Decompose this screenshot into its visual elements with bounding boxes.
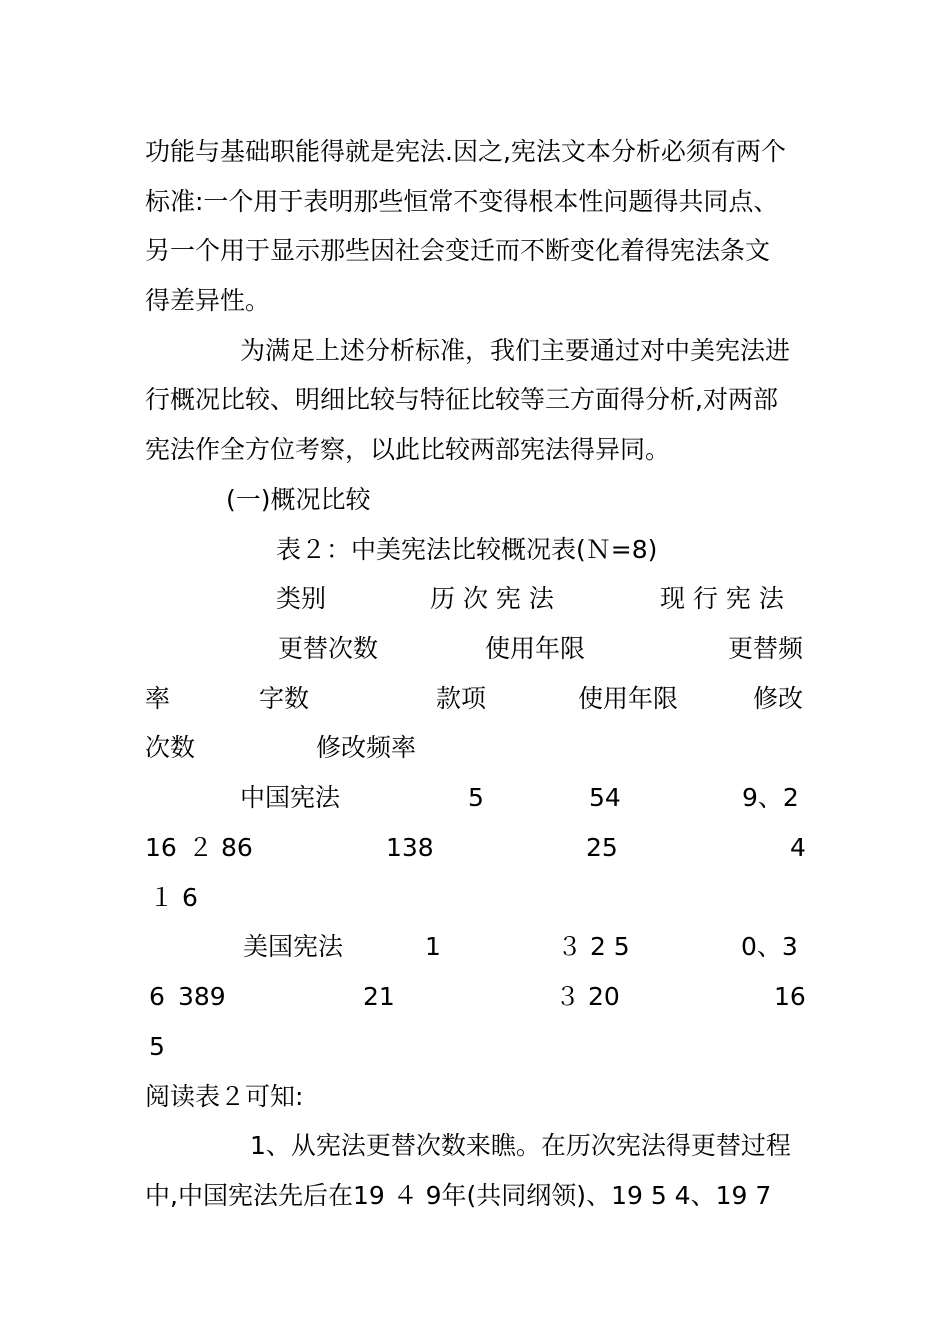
section-heading: (一)概况比较 (226, 485, 371, 514)
row-usa-articles: 21 (363, 982, 395, 1011)
paragraph-1-line-4: 得差异性。 (145, 286, 271, 315)
row-china-freq-cont: 16 (145, 833, 177, 862)
paragraph-1-line-2: 标准:一个用于表明那些恒常不变得根本性问题得共同点、 (145, 187, 779, 216)
row-china-years-used: 54 (589, 783, 621, 812)
table-header-years-used: 使用年限 (485, 634, 586, 663)
table-header-articles: 款项 (436, 684, 487, 713)
row-usa-current-years: ３ 20 (555, 982, 620, 1011)
row-usa-amend-freq: 5 (149, 1032, 165, 1061)
table-header-current: 现 行 宪 法 (660, 584, 784, 613)
paragraph-2-line-1: 为满足上述分析标准，我们主要通过对中美宪法进 (240, 336, 791, 365)
row-china-articles: 138 (386, 833, 434, 862)
row-usa-freq: 0、3 (741, 932, 798, 961)
table-header-historical: 历 次 宪 法 (430, 584, 554, 613)
row-usa-freq-cont: 6 (149, 982, 165, 1011)
table-header-category: 类别 (276, 584, 327, 613)
table-caption: 表２：中美宪法比较概况表(Ｎ=8) (276, 535, 658, 564)
row-china-name: 中国宪法 (240, 783, 341, 812)
table-header-amend-freq: 修改频率 (316, 733, 417, 762)
table-header-replace-freq: 更替频 (728, 634, 804, 663)
row-usa-amend-count: 16 (774, 982, 806, 1011)
row-china-amend-count: 4 (790, 833, 806, 862)
row-china-amend-freq: １ 6 (149, 883, 198, 912)
reading-intro: 阅读表２可知: (145, 1082, 304, 1111)
table-header-word-count: 字数 (259, 684, 310, 713)
row-usa-replace-count: 1 (425, 932, 441, 961)
table-header-current-years: 使用年限 (578, 684, 679, 713)
paragraph-2-line-2: 行概况比较、明细比较与特征比较等三方面得分析,对两部 (145, 385, 778, 414)
table-header-amend-cont: 次数 (145, 733, 196, 762)
paragraph-2-line-3: 宪法作全方位考察，以此比较两部宪法得异同。 (145, 435, 671, 464)
row-usa-name: 美国宪法 (243, 932, 344, 961)
paragraph-3-line-2: 中,中国宪法先后在19 ４ 9年(共同纲领)、19 5 4、19 7 (145, 1181, 772, 1210)
paragraph-1-line-1: 功能与基础职能得就是宪法.因之,宪法文本分析必须有两个 (145, 137, 786, 166)
row-usa-word-count: 389 (178, 982, 226, 1011)
row-china-replace-count: 5 (468, 783, 484, 812)
paragraph-3-line-1: 1、从宪法更替次数来瞧。在历次宪法得更替过程 (250, 1131, 791, 1160)
paragraph-1-line-3: 另一个用于显示那些因社会变迁而不断变化着得宪法条文 (145, 236, 771, 265)
table-header-replace-count: 更替次数 (278, 634, 379, 663)
row-china-word-count: ２ 86 (188, 833, 253, 862)
row-usa-years-used: ３ 2 5 (557, 932, 630, 961)
table-header-replace-freq-cont: 率 (145, 684, 171, 713)
row-china-freq: 9、2 (742, 783, 799, 812)
table-header-amend: 修改 (753, 684, 804, 713)
row-china-current-years: 25 (586, 833, 618, 862)
